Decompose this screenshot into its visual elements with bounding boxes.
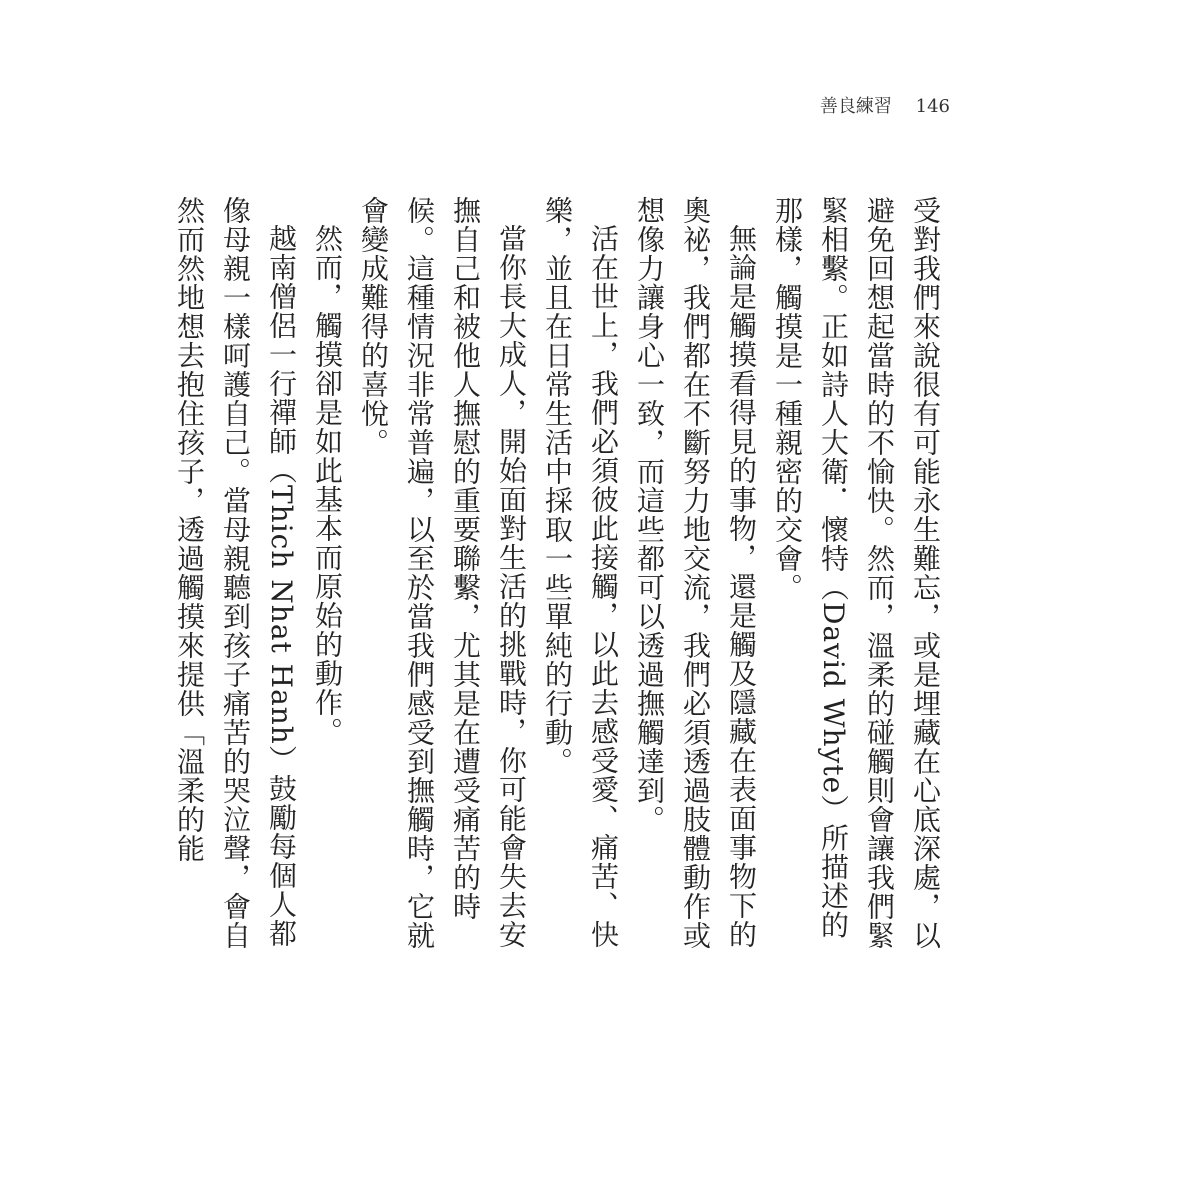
book-title: 善良練習: [819, 96, 892, 117]
body-text: [173, 196, 948, 956]
paragraph-3: 活在世上，我們必須彼此接觸，以此去感受愛、痛苦、快樂，並且在日常生活中採取一些單純的行動。: [541, 196, 620, 949]
paragraph-2: 無論是觸摸看得見的事物，還是觸及隱藏在表面事物下的奧祕，我們都在不斷努力地交流，我們必須透過肢體動作或想像力讓身心一致，而這些都可以透過撫觸達到。: [633, 196, 758, 950]
paragraph-4: 當你長大成人，開始面對生活的挑戰時，你可能會失去安撫自己和被他人撫慰的重要聯繫，尤其是在遭受痛苦的時候。這種情況非常普遍，以至於當我們感受到撫觸時，它就會變成難得的喜悅。: [357, 196, 528, 950]
paragraph-5: 然而，觸摸卻是如此基本而原始的動作。: [311, 224, 344, 746]
page-number: 146: [915, 96, 950, 117]
paragraph-1: 受對我們來說很有可能永生難忘，或是埋藏在心底深處，以避免回想起當時的不愉快。然而，溫柔的碰觸則會讓我們緊緊相繫。正如詩人大衛．懷特（David Whyte）所描述的那樣，觸摸是一種親密的交會。: [771, 196, 942, 950]
paragraph-6: 越南僧侶一行禪師（Thich Nhat Hanh）鼓勵每個人都像母親一樣呵護自己。當母親聽到孩子痛苦的哭泣聲，會自然而然地想去抱住孩子，透過觸摸來提供「溫柔的能: [173, 196, 298, 950]
running-head: [820, 92, 950, 118]
